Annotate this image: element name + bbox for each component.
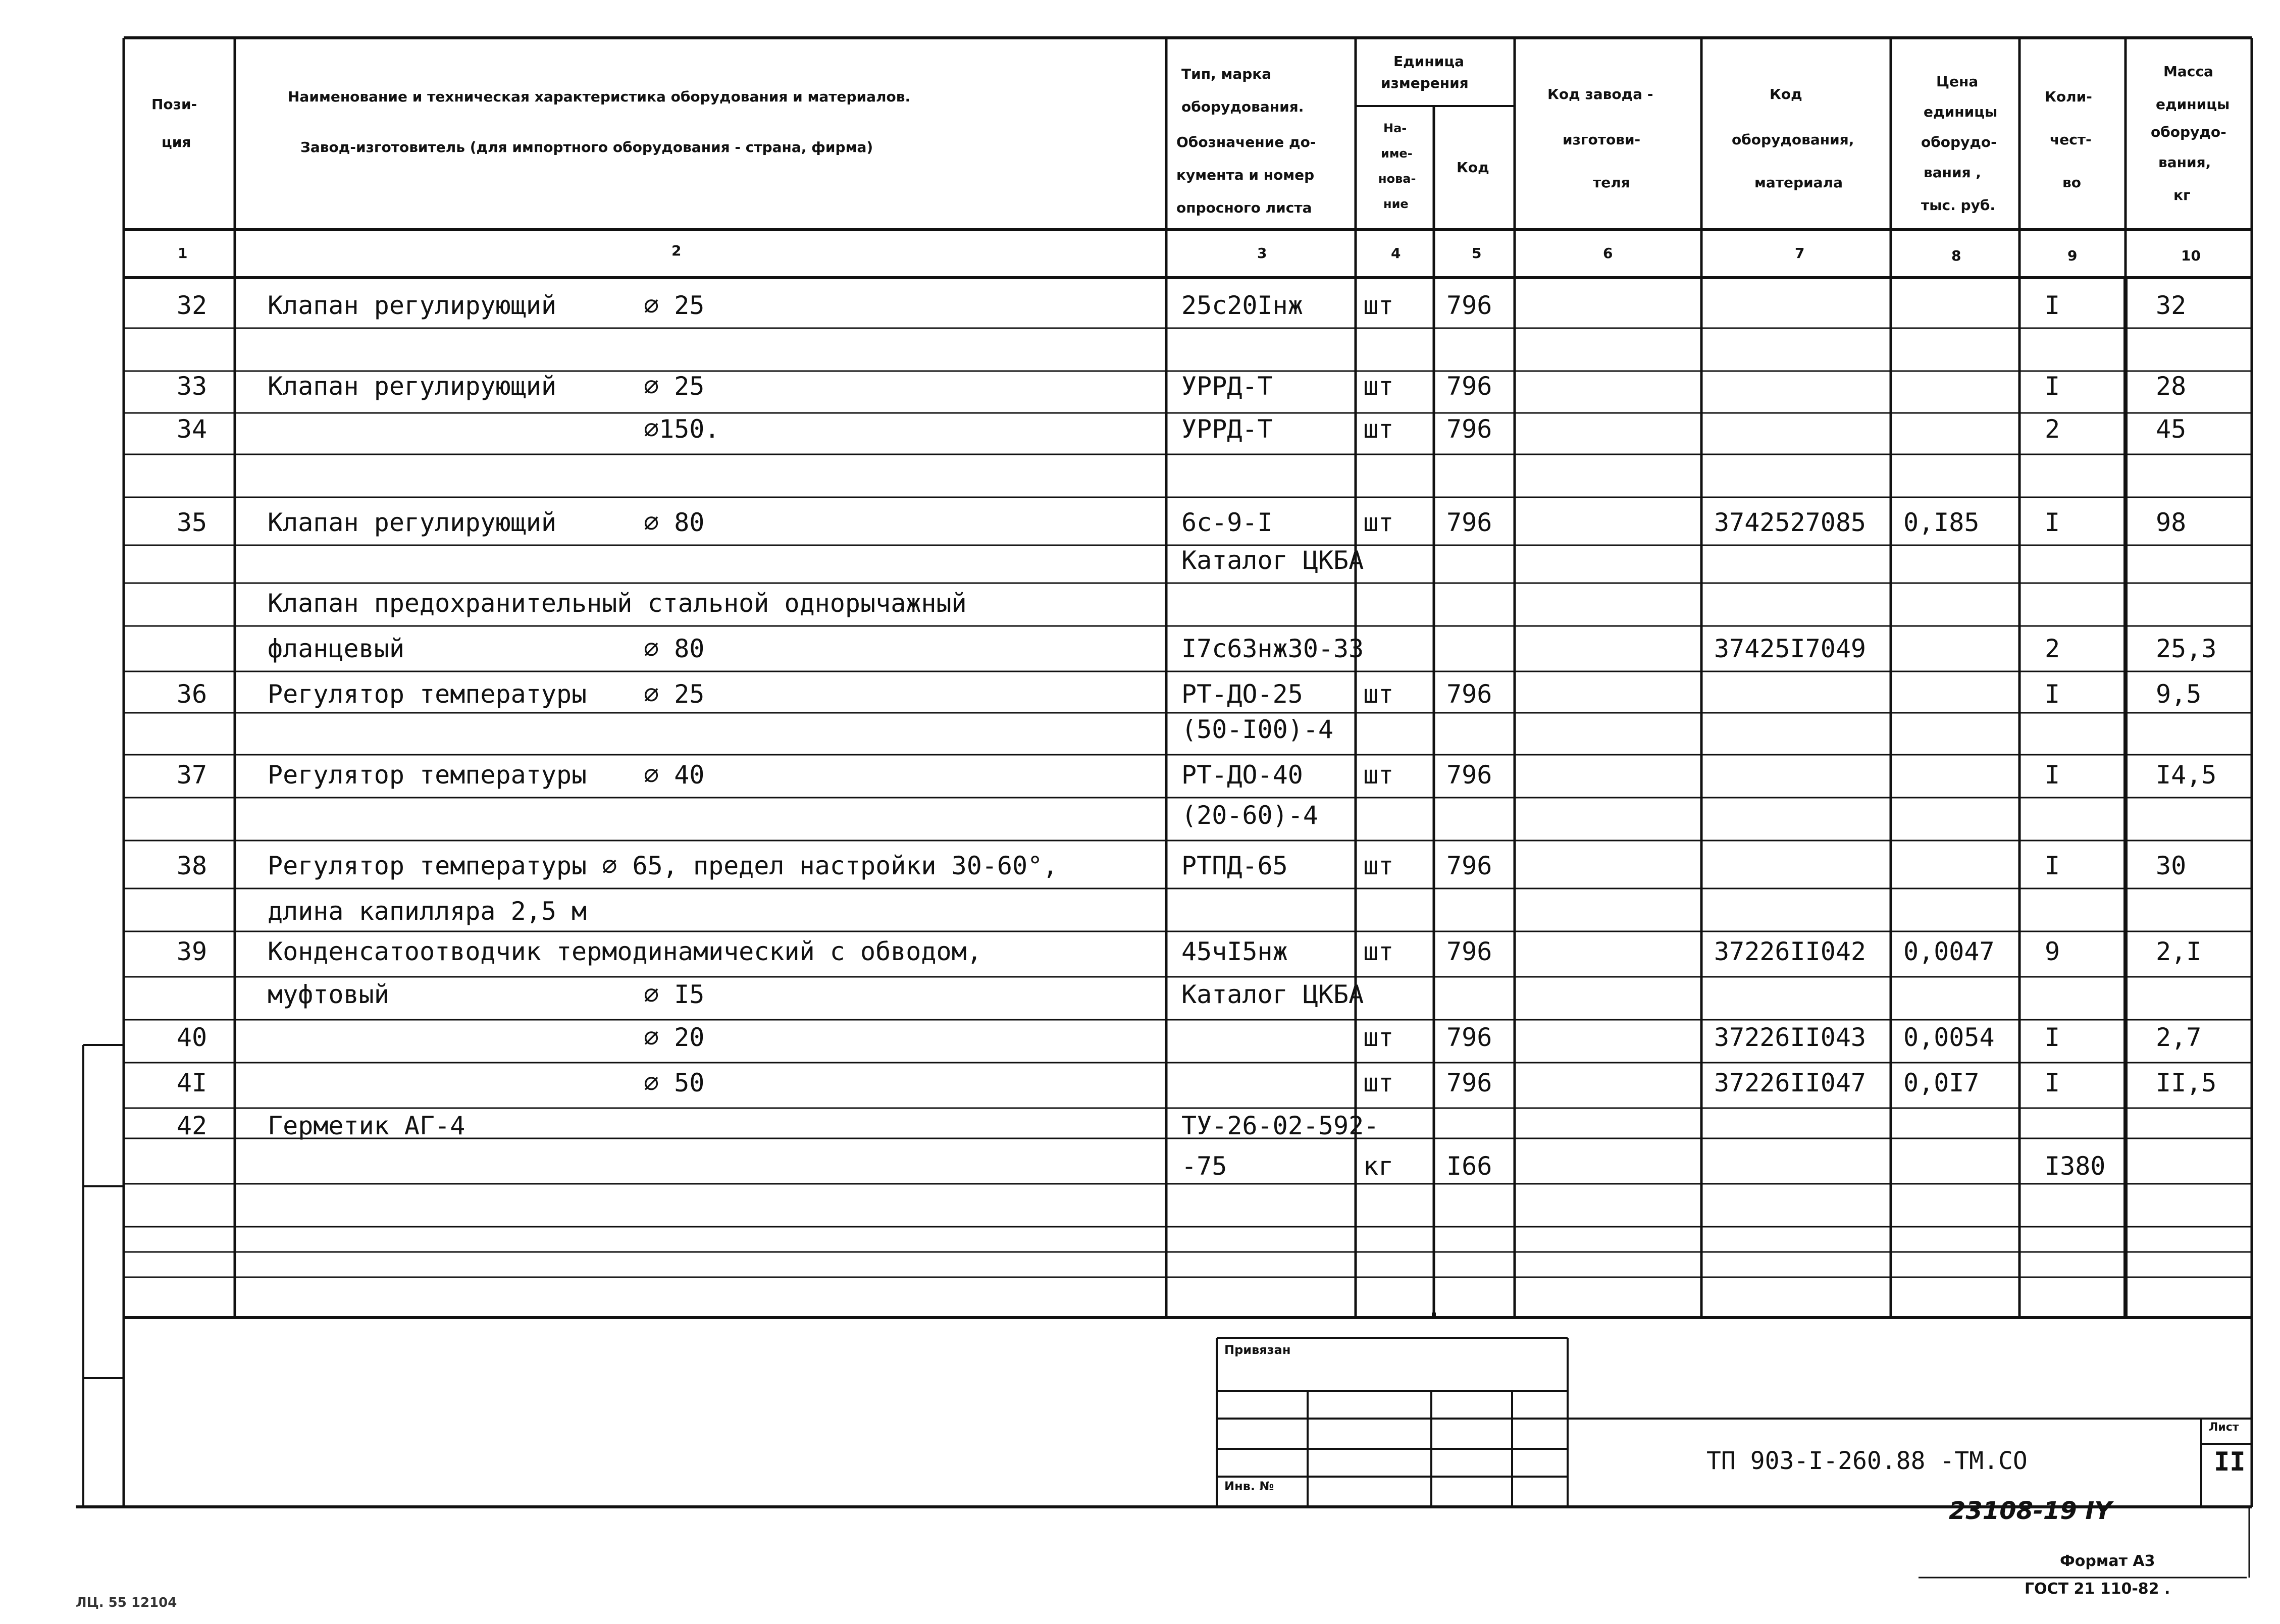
header-mat-code-2: оборудования, xyxy=(1732,131,1854,148)
cell-dn: ∅ 25 xyxy=(644,372,705,401)
cell-type: РТ-ДО-25 xyxy=(1181,679,1303,709)
stamp-handwritten-number: 23108-19 IY xyxy=(1949,1497,2112,1525)
header-position-2: ция xyxy=(162,134,191,150)
cell-pos: 4I xyxy=(176,1068,208,1097)
cell-pos: 38 xyxy=(176,851,208,880)
col-num-4: 4 xyxy=(1391,245,1401,261)
cell-pos: 42 xyxy=(176,1111,208,1140)
cell-name: фланцевый xyxy=(268,634,404,663)
stamp-designation: ТП 903-I-260.88 -ТМ.СО xyxy=(1706,1447,2028,1475)
cell-code: 796 xyxy=(1446,291,1492,320)
cell-mass: 2,I xyxy=(2156,937,2202,966)
header-type-4: кумента и номер xyxy=(1176,167,1315,183)
header-mass-4: вания, xyxy=(2158,154,2211,171)
cell-pos: 39 xyxy=(176,937,208,966)
header-unit-name-2: име- xyxy=(1381,146,1413,161)
cell-code: 796 xyxy=(1446,1023,1492,1052)
cell-dn: ∅ 80 xyxy=(644,508,705,537)
cell-code: 796 xyxy=(1446,372,1492,401)
header-price-1: Цена xyxy=(1936,73,1979,90)
cell-mass: 28 xyxy=(2156,372,2187,401)
cell-name: Герметик АГ-4 xyxy=(268,1111,465,1140)
stamp-sheet-label: Лист xyxy=(2209,1421,2239,1434)
cell-type: Каталог ЦКБА xyxy=(1181,546,1364,575)
header-type-3: Обозначение до- xyxy=(1176,134,1316,150)
cell-code: 796 xyxy=(1446,414,1492,444)
header-unit-code: Код xyxy=(1457,159,1489,176)
header-position-1: Пози- xyxy=(151,96,197,113)
col-num-8: 8 xyxy=(1951,247,1961,264)
cell-unit: шт xyxy=(1363,1023,1394,1052)
cell-code: I66 xyxy=(1446,1151,1492,1181)
cell-dn: ∅ 50 xyxy=(644,1068,705,1097)
cell-qty: I xyxy=(2045,372,2060,401)
cell-type: (50-I00)-4 xyxy=(1181,715,1334,744)
cell-mat-code: 37226II043 xyxy=(1714,1023,1867,1052)
header-unit-name-1: На- xyxy=(1383,121,1407,135)
cell-qty: I xyxy=(2045,679,2060,709)
cell-qty: I xyxy=(2045,851,2060,880)
header-mass-2: единицы xyxy=(2156,96,2230,113)
cell-code: 796 xyxy=(1446,937,1492,966)
col-num-3: 3 xyxy=(1257,245,1267,261)
cell-unit: шт xyxy=(1363,372,1394,401)
header-unit-group-2: измерения xyxy=(1381,75,1469,91)
cell-type: -75 xyxy=(1181,1151,1227,1181)
cell-pos: 33 xyxy=(176,372,208,401)
cell-code: 796 xyxy=(1446,851,1492,880)
cell-qty: I xyxy=(2045,291,2060,320)
cell-qty: I xyxy=(2045,1023,2060,1052)
cell-code: 796 xyxy=(1446,679,1492,709)
cell-pos: 37 xyxy=(176,760,208,790)
cell-pos: 40 xyxy=(176,1023,208,1052)
header-mat-code-1: Код xyxy=(1770,86,1802,102)
cell-dn: ∅150. xyxy=(644,414,720,444)
cell-mass: 98 xyxy=(2156,508,2187,537)
cell-unit: шт xyxy=(1363,937,1394,966)
cell-name: Регулятор температуры xyxy=(268,679,587,709)
stamp-format: Формат А3 xyxy=(2060,1552,2155,1570)
cell-mat-code: 3742527085 xyxy=(1714,508,1867,537)
cell-mass: 25,3 xyxy=(2156,634,2217,663)
cell-qty: 2 xyxy=(2045,414,2060,444)
cell-mass: II,5 xyxy=(2156,1068,2217,1097)
cell-qty: 2 xyxy=(2045,634,2060,663)
header-qty-1: Коли- xyxy=(2045,88,2092,105)
cell-type: 45чI5нж xyxy=(1181,937,1288,966)
cell-unit: кг xyxy=(1363,1151,1394,1181)
cell-unit: шт xyxy=(1363,851,1394,880)
header-unit-group-1: Единица xyxy=(1393,53,1464,70)
cell-pos: 36 xyxy=(176,679,208,709)
cell-type: ТУ-26-02-592- xyxy=(1181,1111,1379,1140)
cell-mass: 45 xyxy=(2156,414,2187,444)
cell-name: Регулятор температуры xyxy=(268,760,587,790)
stamp-inv-no: Инв. № xyxy=(1224,1479,1274,1493)
cell-dn: ∅ 20 xyxy=(644,1023,705,1052)
cell-mat-code: 37425I7049 xyxy=(1714,634,1867,663)
cell-unit: шт xyxy=(1363,1068,1394,1097)
cell-mass: 32 xyxy=(2156,291,2187,320)
header-name-2: Завод-изготовитель (для импортного оборудования - страна, фирма) xyxy=(300,139,873,155)
cell-code: 796 xyxy=(1446,508,1492,537)
cell-mass: 30 xyxy=(2156,851,2187,880)
cell-pos: 34 xyxy=(176,414,208,444)
header-mfr-code-3: теля xyxy=(1593,174,1630,191)
cell-type: (20-60)-4 xyxy=(1181,801,1318,830)
cell-price: 0,I85 xyxy=(1903,508,1980,537)
col-num-5: 5 xyxy=(1472,245,1482,261)
cell-code: 796 xyxy=(1446,760,1492,790)
cell-unit: шт xyxy=(1363,760,1394,790)
cell-name: Конденсатоотводчик термодинамический с обводом, xyxy=(268,937,982,966)
header-name-1: Наименование и техническая характеристика оборудования и материалов. xyxy=(288,88,911,105)
cell-name: Регулятор температуры ∅ 65, предел настройки 30-60°, xyxy=(268,851,1058,880)
cell-qty: 9 xyxy=(2045,937,2060,966)
col-num-10: 10 xyxy=(2181,247,2201,264)
cell-mass: 9,5 xyxy=(2156,679,2202,709)
header-mat-code-3: материала xyxy=(1754,174,1843,191)
cell-name: длина капилляра 2,5 м xyxy=(268,897,587,926)
header-price-2: единицы xyxy=(1924,103,1998,120)
cell-mass: 2,7 xyxy=(2156,1023,2202,1052)
cell-price: 0,0I7 xyxy=(1903,1068,1980,1097)
cell-dn: ∅ 80 xyxy=(644,634,705,663)
corner-code: ЛЦ. 55 12104 xyxy=(76,1595,177,1610)
header-unit-name-4: ние xyxy=(1383,197,1409,211)
cell-name: муфтовый xyxy=(268,980,389,1009)
cell-unit: шт xyxy=(1363,414,1394,444)
header-mfr-code-1: Код завода - xyxy=(1547,86,1653,102)
stamp-sheet-number: II xyxy=(2214,1447,2246,1477)
cell-mat-code: 37226II042 xyxy=(1714,937,1867,966)
cell-unit: шт xyxy=(1363,679,1394,709)
cell-unit: шт xyxy=(1363,508,1394,537)
stamp-privyazan: Привязан xyxy=(1224,1343,1291,1357)
stamp-gost: ГОСТ 21 110-82 . xyxy=(2025,1580,2170,1598)
cell-qty: I xyxy=(2045,1068,2060,1097)
cell-qty: I xyxy=(2045,760,2060,790)
header-price-4: вания , xyxy=(1924,164,1981,181)
header-qty-3: во xyxy=(2062,174,2081,191)
header-qty-2: чест- xyxy=(2050,131,2092,148)
cell-price: 0,0054 xyxy=(1903,1023,1995,1052)
cell-dn: ∅ 25 xyxy=(644,679,705,709)
header-type-2: оборудования. xyxy=(1181,98,1304,115)
cell-type: Каталог ЦКБА xyxy=(1181,980,1364,1009)
cell-pos: 32 xyxy=(176,291,208,320)
col-num-6: 6 xyxy=(1603,245,1613,261)
cell-name: Клапан предохранительный стальной однорычажный xyxy=(268,589,967,618)
cell-qty: I380 xyxy=(2045,1151,2106,1181)
cell-qty: I xyxy=(2045,508,2060,537)
cell-type: РТ-ДО-40 xyxy=(1181,760,1303,790)
cell-mass: I4,5 xyxy=(2156,760,2217,790)
header-mass-5: кг xyxy=(2173,187,2191,203)
col-num-9: 9 xyxy=(2067,247,2078,264)
cell-type: 6с-9-I xyxy=(1181,508,1273,537)
cell-unit: шт xyxy=(1363,291,1394,320)
cell-price: 0,0047 xyxy=(1903,937,1995,966)
header-type-5: опросного листа xyxy=(1176,199,1312,216)
col-num-2: 2 xyxy=(671,242,682,259)
cell-type: I7с63нж30-33 xyxy=(1181,634,1364,663)
cell-mat-code: 37226II047 xyxy=(1714,1068,1867,1097)
cell-dn: ∅ I5 xyxy=(644,980,705,1009)
cell-dn: ∅ 40 xyxy=(644,760,705,790)
header-unit-name-3: нова- xyxy=(1378,172,1416,186)
header-mass-3: оборудо- xyxy=(2151,124,2226,140)
col-num-7: 7 xyxy=(1795,245,1805,261)
cell-dn: ∅ 25 xyxy=(644,291,705,320)
header-price-3: оборудо- xyxy=(1921,134,1997,150)
header-mfr-code-2: изготови- xyxy=(1563,131,1641,148)
cell-type: УРРД-Т xyxy=(1181,372,1273,401)
header-price-5: тыс. руб. xyxy=(1921,197,1996,214)
cell-type: РТПД-65 xyxy=(1181,851,1288,880)
cell-type: 25с20Iнж xyxy=(1181,291,1303,320)
cell-type: УРРД-Т xyxy=(1181,414,1273,444)
cell-name: Клапан регулирующий xyxy=(268,508,556,537)
cell-name: Клапан регулирующий xyxy=(268,372,556,401)
header-mass-1: Масса xyxy=(2163,63,2213,80)
cell-name: Клапан регулирующий xyxy=(268,291,556,320)
col-num-1: 1 xyxy=(178,245,188,261)
header-type-1: Тип, марка xyxy=(1181,66,1272,82)
cell-pos: 35 xyxy=(176,508,208,537)
cell-code: 796 xyxy=(1446,1068,1492,1097)
